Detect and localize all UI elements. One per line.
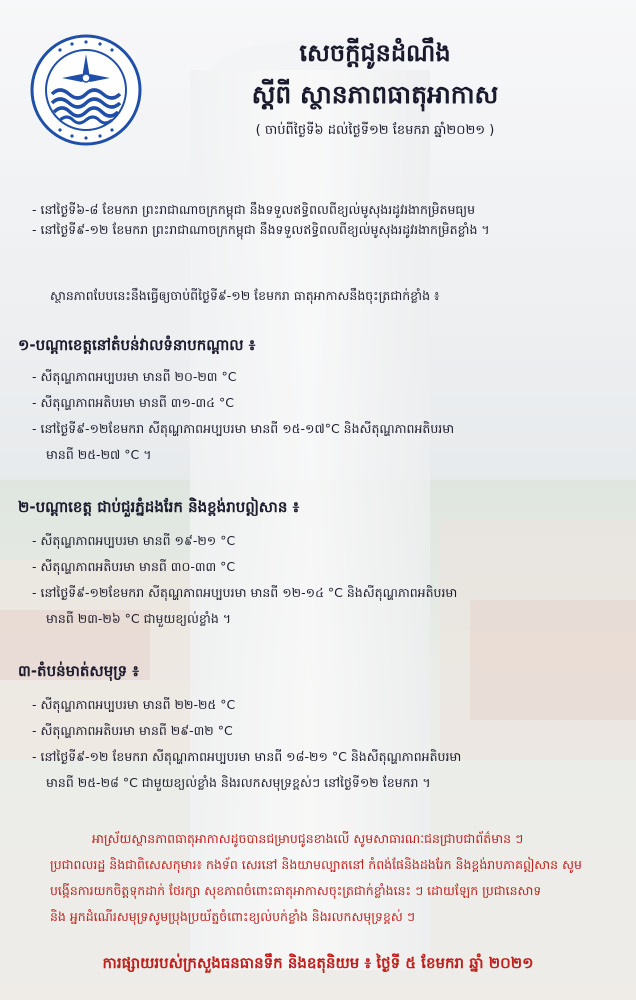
advisory-line: អាស្រ័យស្ថានភាពធាតុអាកាសដូចបានជម្រាបជូនខាងលើ សូមសាធារណៈជនជ្រាបជាព័ត៌មាន ៗ <box>92 831 524 846</box>
section-lines <box>32 364 622 468</box>
section-title: ១-បណ្តាខេត្តនៅតំបន់វាលទំនាបកណ្តាល ៖ <box>18 336 256 354</box>
summary <box>50 286 636 306</box>
section-title: ២-បណ្តាខេត្ត ជាប់ជួរភ្នំដងរែក និងខ្ពង់រាបឦសាន ៖ <box>18 498 300 516</box>
intro-line: - នៅថ្ងៃទី៩-១២ ខែមករា ព្រះរាជាណាចក្រកម្ពុជា នឹងទទួលឥទ្ធិពលពីខ្យល់មូសុងរដូវរងាកម្រិតខ្លាំង ។ <box>32 222 490 237</box>
section-line: មានពី ២៣-២៦ °C ជាមួយខ្យល់ខ្លាំង ។ <box>46 611 231 626</box>
section-line: - នៅថ្ងៃទី៩-១២ខែមករា សីតុណ្ហភាពអប្បបរមា មានពី ១២-១៤ °C និងសីតុណ្ហភាពអតិបរមា <box>32 585 458 600</box>
intro-line: - នៅថ្ងៃទី៦-៨ ខែមករា ព្រះរាជាណាចក្រកម្ពុជា នឹងទទួលឥទ្ធិពលពីខ្យល់មូសុងរដូវរងាកម្រិតមធ្យម <box>32 202 476 217</box>
section-line: - សីតុណ្ហភាពអប្បបរមា មានពី ២២-២៥ °C <box>32 697 236 712</box>
section-lines <box>32 692 622 796</box>
intro-list <box>32 200 622 240</box>
section-line: - សីតុណ្ហភាពអប្បបរមា មានពី ១៩-២១ °C <box>32 533 236 548</box>
section-line: - សីតុណ្ហភាពអប្បបរមា មានពី ២០-២៣ °C <box>32 369 237 384</box>
ministry-logo <box>30 34 142 146</box>
notice-subtitle: ស្តីពី ស្ថានភាពធាតុអាកាស <box>251 80 499 109</box>
section-line: មានពី ២៥-២៧ °C ។ <box>46 447 152 462</box>
section-line: - នៅថ្ងៃទី៩-១២ ខែមករា សីតុណ្ហភាពអប្បបរមា មានពី ១៨-២១ °C និងសីតុណ្ហភាពអតិបរមា <box>32 749 462 764</box>
advisory-line: បង្កើនការយកចិត្តទុកដាក់ ថែរក្សា សុខភាពចំពោះធាតុអាកាសចុះត្រជាក់ខ្លាំងនេះ ៗ ដោយឡែក ប្រជានេសាទ <box>50 883 542 898</box>
summary-text: ស្ថានភាពបែបនេះនឹងធ្វើឲ្យចាប់ពីថ្ងៃទី៩-១២ ខែមករា ធាតុអាកាសនឹងចុះត្រជាក់ខ្លាំង ៖ <box>50 288 440 303</box>
section-title: ៣-តំបន់មាត់សមុទ្រ ៖ <box>18 662 140 680</box>
notice-title: សេចក្តីជូនដំណឹង <box>299 39 451 67</box>
advisory-line: ប្រជាពលរដ្ឋ និងជាពិសេសកុមារ៖ កងទ័ព សេរនៅ និងយាមល្បាតនៅ កំពង់ផែនិងដងរែក និងខ្ពង់រាបភាគឦសាន សូម <box>50 857 582 872</box>
section-line: - នៅថ្ងៃទី៩-១២ខែមករា សីតុណ្ហភាពអប្បបរមា មានពី ១៥-១៧°C និងសីតុណ្ហភាពអតិបរមា <box>32 421 455 436</box>
section-lines <box>32 528 622 632</box>
section-line: - សីតុណ្ហភាពអតិបរមា មានពី ៣០-៣៣ °C <box>32 559 236 574</box>
advisory-line: និង អ្នកដំណើរសមុទ្រសូមប្រុងប្រយ័ត្នចំពោះខ្យល់បក់ខ្លាំង និងរលកសមុទ្រខ្ពស់ ៗ <box>50 909 416 924</box>
publication-footer: ការផ្សាយរបស់ក្រសួងធនធានទឹក និងឧតុនិយម ៖ ថ្ងៃទី ៥ ខែមករា ឆ្នាំ ២០២១ <box>102 954 534 972</box>
section-line: - សីតុណ្ហភាពអតិបរមា មានពី ៣១-៣៤ °C <box>32 395 234 410</box>
section-line: មានពី ២៥-២៨ °C ជាមួយខ្យល់ខ្លាំង និងរលកសមុទ្រខ្ពស់ៗ នៅថ្ងៃទី១២ ខែមករា ។ <box>46 775 431 790</box>
public-advisory <box>50 826 610 930</box>
notice-period: ( ចាប់ពីថ្ងៃទី៦ ដល់ថ្ងៃទី១២ ខែមករា ឆ្នាំ២០២១ ) <box>255 123 495 138</box>
section-line: - សីតុណ្ហភាពអតិបរមា មានពី ២៩-៣២ °C <box>32 723 233 738</box>
